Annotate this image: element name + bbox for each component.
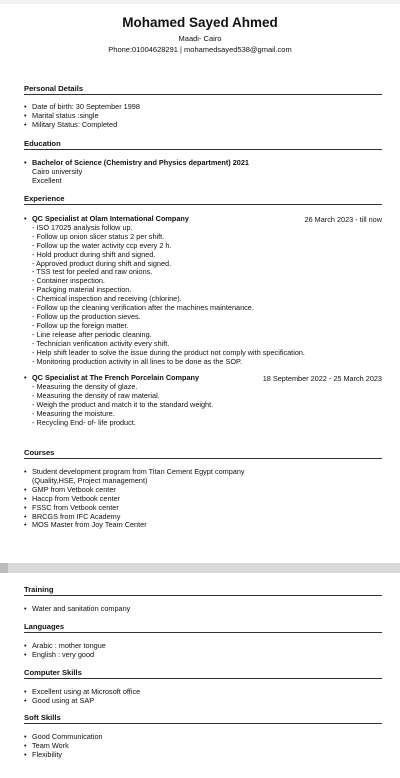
job-title: • QC Specialist at Olam International Company — [24, 215, 382, 224]
list-item: • English : very good — [24, 651, 382, 660]
list-item-continuation: (Quality,HSE, Project management) — [32, 475, 148, 485]
job-entry — [24, 215, 382, 366]
list-item: • MOS Master from Joy Team Center — [24, 521, 382, 530]
list-item: • Good Communication — [24, 733, 382, 742]
candidate-contact: Phone:01004628291 | mohamedsayed538@gmail.com — [108, 45, 292, 54]
list-item: • Marital status :single — [24, 112, 382, 121]
duty: - Help shift leader to solve the issue during the product not comply with specification. — [32, 347, 305, 357]
school: Cairo university — [32, 166, 83, 176]
list-item: • Student development program from Titan Cement Egypt company — [24, 468, 382, 477]
duty: - Recycling End- of- life product. — [32, 417, 136, 427]
list-item: • Date of birth: 30 September 1998 — [24, 103, 382, 112]
section-title: Soft Skills — [24, 713, 382, 724]
candidate-name: Mohamed Sayed Ahmed — [122, 15, 278, 30]
duty: - Measuring the moisture. — [32, 409, 115, 419]
list-item: • GMP from Vetbook center — [24, 486, 382, 495]
duty: - Follow up the cleaning verification after the machines maintenance. — [32, 303, 254, 313]
duty: - Measuring the density of glaze. — [32, 382, 138, 392]
job-date: 18 September 2022 - 25 March 2023 — [262, 374, 382, 384]
training-section — [24, 585, 382, 614]
section-title: Courses — [24, 448, 382, 459]
section-title: Languages — [24, 622, 382, 633]
duty: - Follow up the production sieves. — [32, 311, 141, 321]
list-item: • Military Status: Completed — [24, 121, 382, 130]
courses-section — [24, 448, 382, 530]
list-item: • Haccp from Vetbook center — [24, 495, 382, 504]
duty: - Line release after periodic cleaning. — [32, 329, 152, 339]
job-date: 26 March 2023 - till now — [304, 215, 382, 224]
section-title: Training — [24, 585, 382, 596]
duty: - Follow up the foreign matter. — [32, 320, 129, 330]
degree: • Bachelor of Science (Chemistry and Physics department) 2021 — [24, 159, 382, 168]
section-title: Education — [24, 139, 382, 150]
personal-details-section — [24, 84, 382, 130]
duty: - TSS test for peeled and raw onions. — [32, 267, 153, 277]
languages-section — [24, 622, 382, 660]
duty: - Chemical inspection and receiving (chlorine). — [32, 294, 182, 304]
duty: - Technician verification activity every shift. — [32, 338, 170, 348]
duty: - Weigh the product and match it to the standard weight. — [32, 400, 214, 410]
candidate-location: Maadi- Cairo — [178, 34, 222, 43]
duty: - ISO 17025 analysis follow up. — [32, 222, 133, 232]
duty: - Monitoring production activity in all lines to be done as the SOP. — [32, 356, 242, 366]
education-section — [24, 139, 382, 186]
list-item: • Arabic : mother tongue — [24, 642, 382, 651]
resume-page-2 — [0, 573, 400, 778]
list-item: • Team Work — [24, 742, 382, 751]
page-break — [0, 563, 400, 573]
duty: - Measuring the density of raw material. — [32, 391, 160, 401]
duty: - Follow up the water activity ccp every 2 h. — [32, 240, 172, 250]
section-title: Personal Details — [24, 84, 382, 95]
soft-skills-section — [24, 713, 382, 760]
job-title: • QC Specialist at The French Porcelain Company — [24, 374, 382, 383]
duty: - Packging material inspection. — [32, 285, 132, 295]
experience-section — [24, 194, 382, 428]
duty: - Follow up onion slicer status 2 per shift. — [32, 231, 165, 241]
job-entry — [24, 374, 382, 427]
list-item: • Excellent using at Microsoft office — [24, 688, 382, 697]
list-item: • Good using at SAP — [24, 697, 382, 706]
section-title: Computer Skills — [24, 668, 382, 679]
duty: - Hold product during shift and signed. — [32, 249, 156, 259]
list-item: • Water and sanitation company — [24, 605, 382, 614]
grade: Excellent — [32, 175, 62, 185]
computer-skills-section — [24, 668, 382, 706]
duty: - Approved product during shift and signed. — [32, 258, 172, 268]
list-item: • FSSC from Vetbook center — [24, 504, 382, 513]
section-title: Experience — [24, 194, 382, 205]
list-item: • BRCGS from IFC Academy — [24, 513, 382, 522]
duty: - Container inspection. — [32, 276, 106, 286]
page-top-band — [0, 0, 400, 4]
list-item: • Flexibility — [24, 751, 382, 760]
